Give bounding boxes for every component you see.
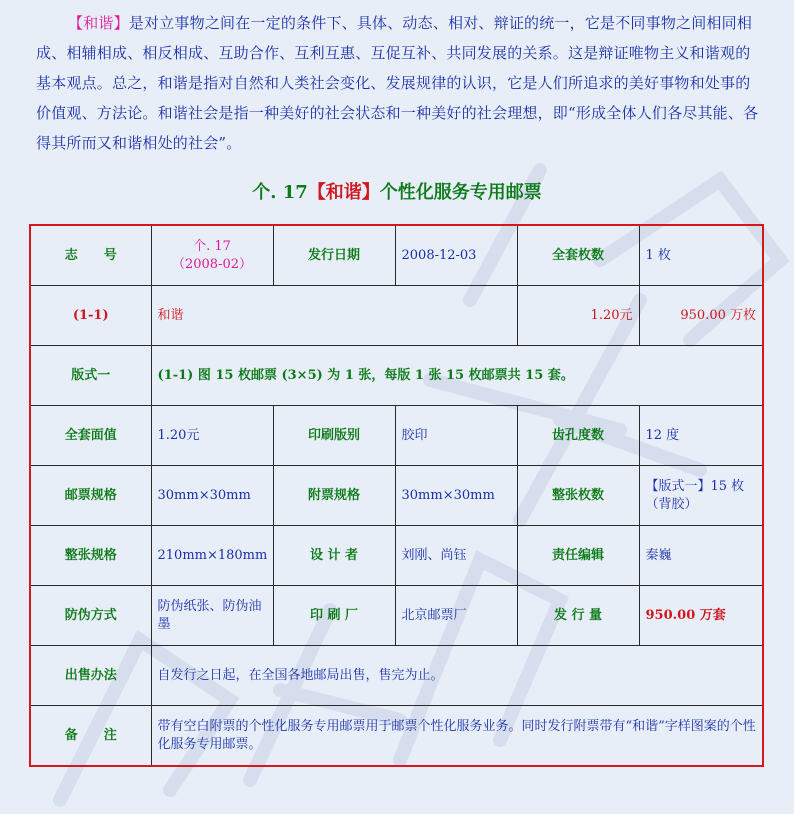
- issue-volume-value: 950.00 万套: [639, 586, 763, 646]
- intro-text: 是对立事物之间在一定的条件下、具体、动态、相对、辩证的统一，它是不同事物之间相同相成、相辅相成、相反相成、互助合作、互利互惠、互促互补、共同发展的关系。这是辩证唯物主义和谐观的基本观点。总之，和谐是指对自然和人类社会变化、发展规律的认识，它是人们所追求的美好事物和处事的价值观、方法论。和谐社会是指一种美好的社会状态和一种美好的社会理想，即“形成全体人们各尽其能、各得其所而又和谐相处的社会”。: [36, 14, 759, 152]
- label-issue-date: 发行日期: [273, 225, 395, 286]
- table-row: [30, 526, 763, 586]
- perforation-value: 12 度: [639, 406, 763, 466]
- remarks-value: 带有空白附票的个性化服务专用邮票用于邮票个性化服务业务。同时发行附票带有“和谐”字样图案的个性化服务专用邮票。: [151, 706, 763, 767]
- label-sale-method: 出售办法: [30, 646, 151, 706]
- table-row: [30, 646, 763, 706]
- stamp-id-value: [151, 225, 273, 286]
- table-row: [30, 286, 763, 346]
- label-remarks: 备 注: [30, 706, 151, 767]
- attachment-size-value: 30mm×30mm: [395, 466, 517, 526]
- stamp-volume: 950.00 万枚: [639, 286, 763, 346]
- sheet-size-value: 210mm×180mm: [151, 526, 273, 586]
- stamp-id-line1: 个. 17: [193, 238, 231, 254]
- label-sheet-count: 整张枚数: [517, 466, 639, 526]
- label-print-type: 印刷版别: [273, 406, 395, 466]
- designer-value: 刘刚、尚钰: [395, 526, 517, 586]
- label-issue-volume: 发 行 量: [517, 586, 639, 646]
- stamp-size-value: 30mm×30mm: [151, 466, 273, 526]
- label-stamp-size: 邮票规格: [30, 466, 151, 526]
- label-sheet-size: 整张规格: [30, 526, 151, 586]
- stamp-face-value: 1.20元: [517, 286, 639, 346]
- table-row: [30, 586, 763, 646]
- label-perforation: 齿孔度数: [517, 406, 639, 466]
- label-set-count: 全套枚数: [517, 225, 639, 286]
- table-row: [30, 466, 763, 526]
- sheet-count-value: 【版式一】15 枚（背胶）: [639, 466, 763, 526]
- table-row: [30, 225, 763, 286]
- editor-value: 秦巍: [639, 526, 763, 586]
- label-set-value: 全套面值: [30, 406, 151, 466]
- set-count-value: 1 枚: [639, 225, 763, 286]
- table-row: [30, 346, 763, 406]
- title-prefix: 个. 17: [252, 182, 308, 203]
- label-anti-counterfeit: 防伪方式: [30, 586, 151, 646]
- table-row: [30, 406, 763, 466]
- anti-counterfeit-value: 防伪纸张、防伪油墨: [151, 586, 273, 646]
- label-layout: 版式一: [30, 346, 151, 406]
- stamp-id-line2: （2008-02）: [171, 256, 253, 272]
- title-highlight: 【和谐】: [307, 182, 380, 203]
- label-id: 志 号: [30, 225, 151, 286]
- label-printer: 印 刷 厂: [273, 586, 395, 646]
- layout-description: (1-1) 图 15 枚邮票 (3×5) 为 1 张，每版 1 张 15 枚邮票共 15 套。: [151, 346, 763, 406]
- printer-value: 北京邮票厂: [395, 586, 517, 646]
- stamp-code: (1-1): [30, 286, 151, 346]
- label-editor: 责任编辑: [517, 526, 639, 586]
- intro-paragraph: [36, 8, 760, 158]
- stamp-name: 和谐: [151, 286, 517, 346]
- intro-highlight: 【和谐】: [68, 14, 129, 32]
- table-row: [30, 706, 763, 767]
- sale-method-value: 自发行之日起，在全国各地邮局出售，售完为止。: [151, 646, 763, 706]
- label-designer: 设 计 者: [273, 526, 395, 586]
- page-title: [0, 178, 794, 204]
- issue-date-value: 2008-12-03: [395, 225, 517, 286]
- title-suffix: 个性化服务专用邮票: [379, 182, 542, 203]
- print-type-value: 胶印: [395, 406, 517, 466]
- label-attachment-size: 附票规格: [273, 466, 395, 526]
- stamp-info-table: [29, 224, 764, 767]
- set-value: 1.20元: [151, 406, 273, 466]
